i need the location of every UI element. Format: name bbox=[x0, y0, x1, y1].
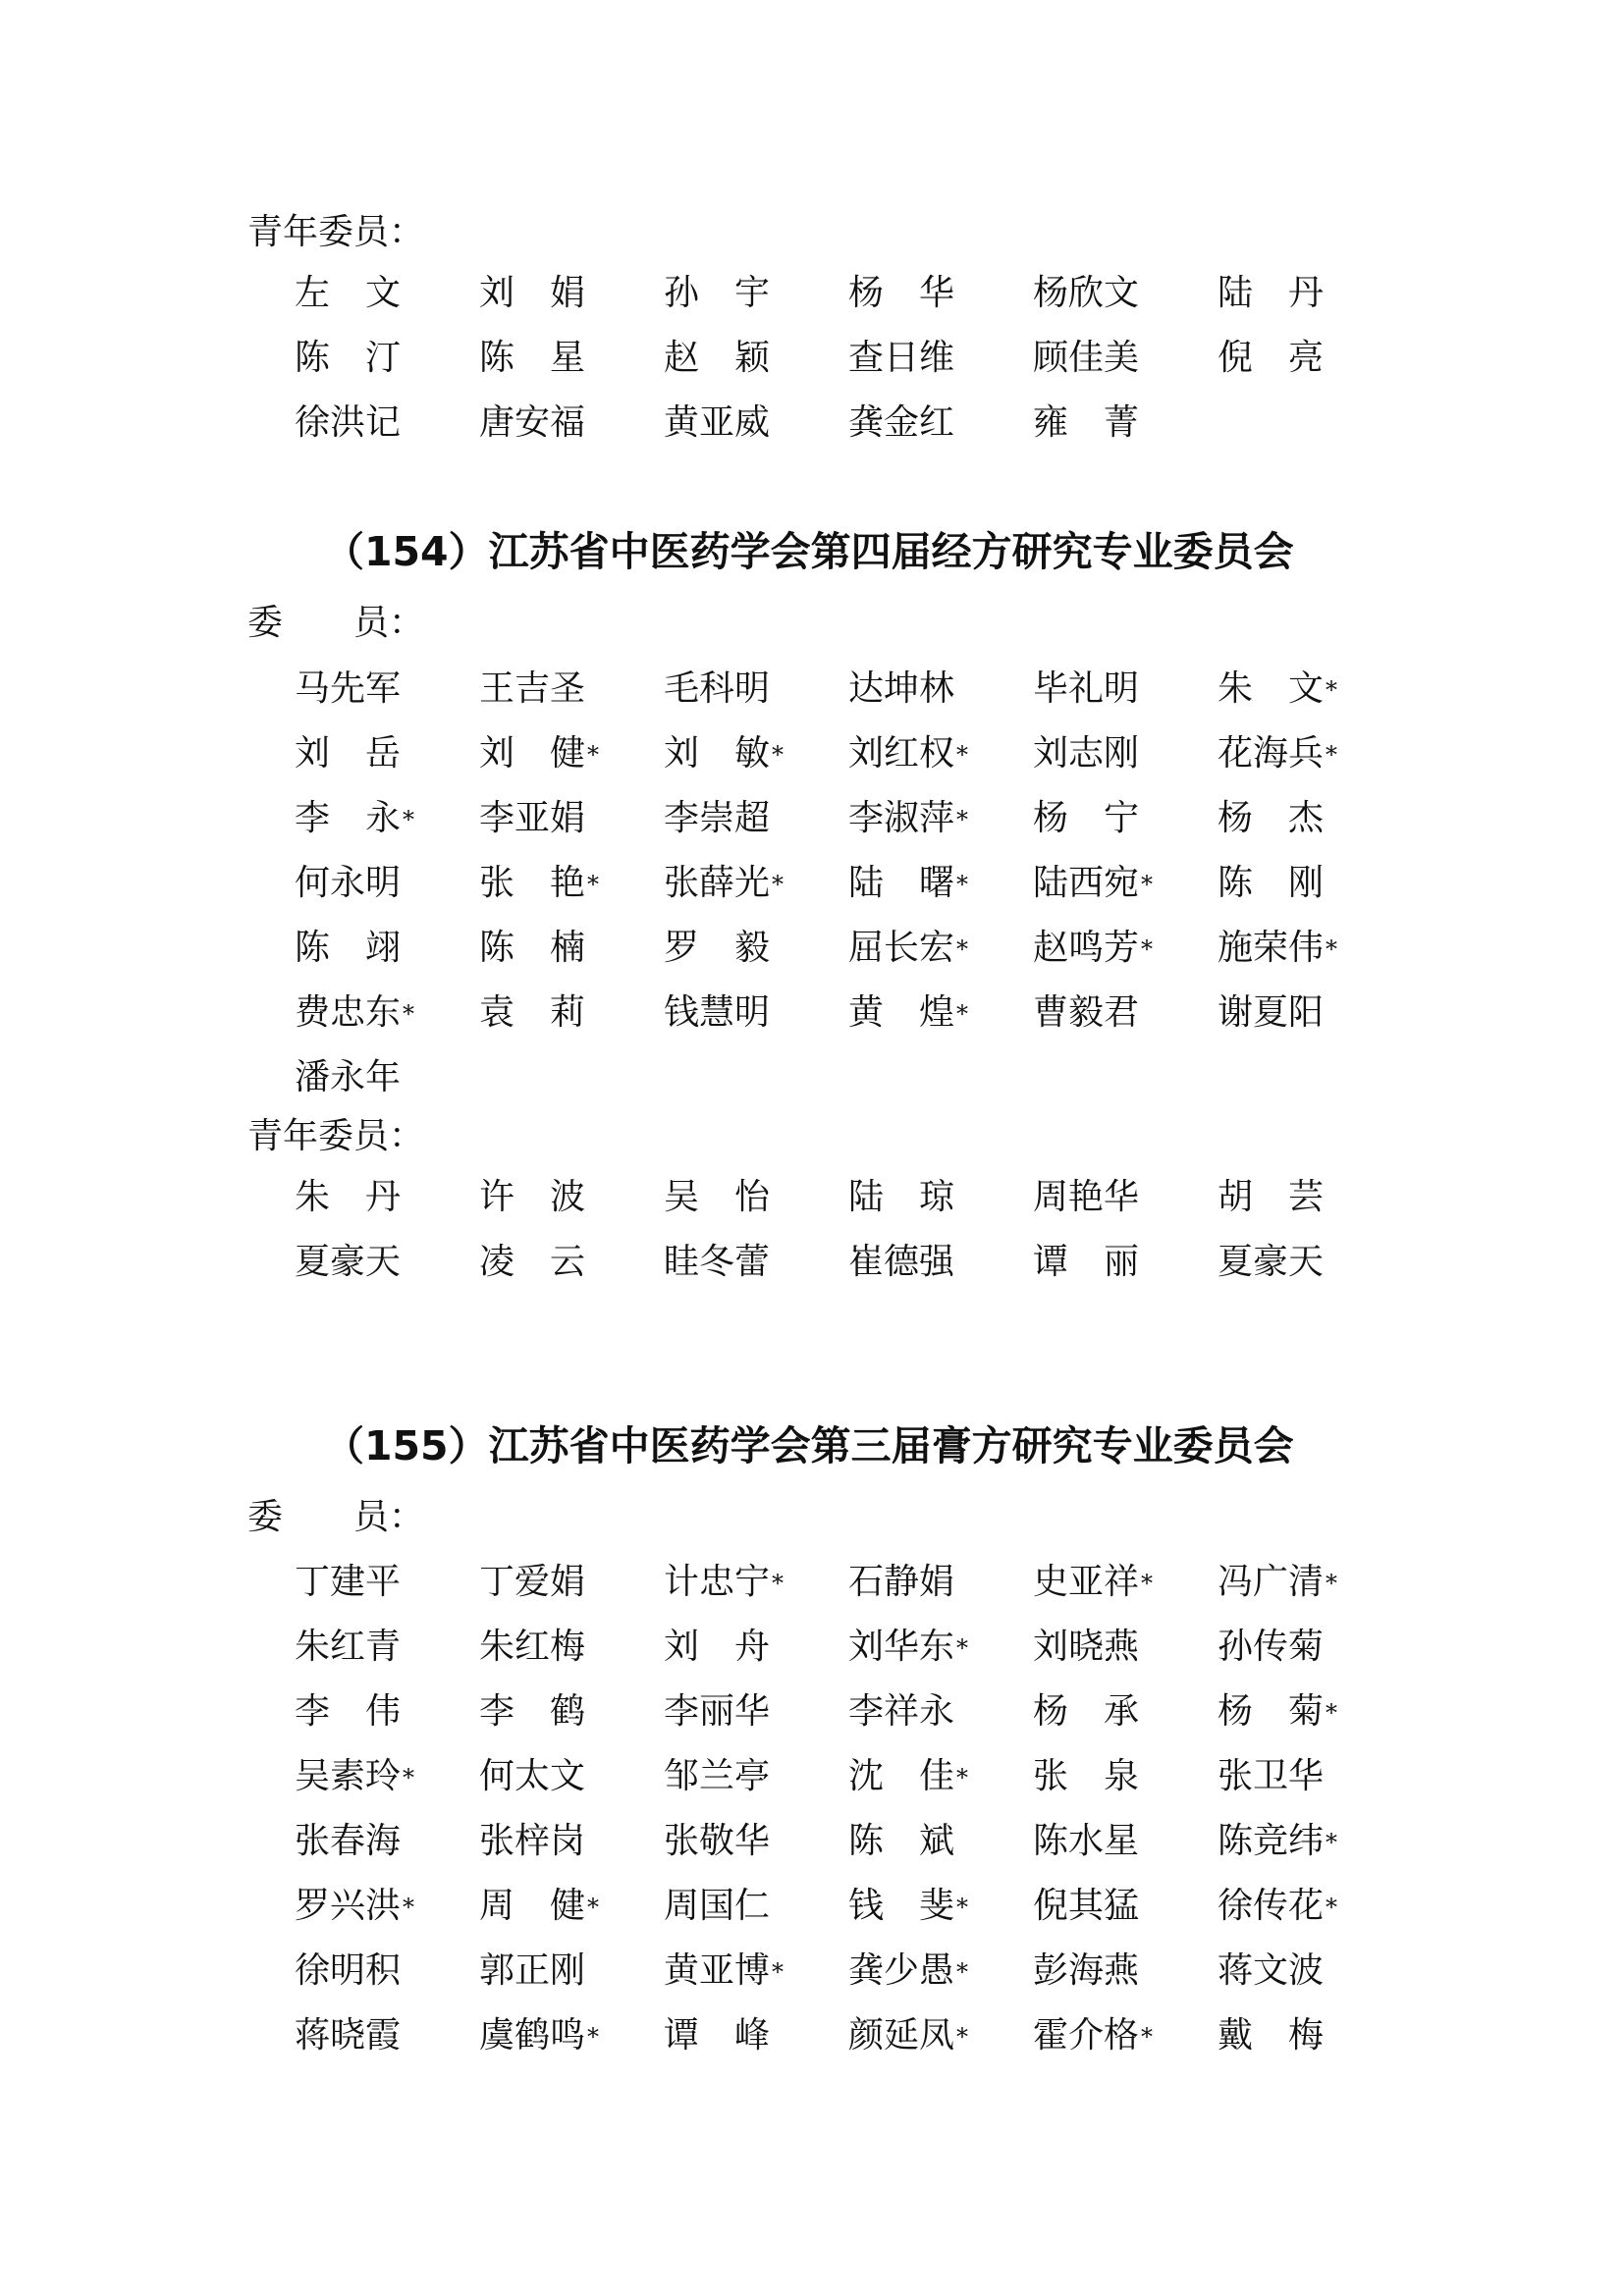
member-name: 罗 毅 bbox=[664, 928, 771, 968]
member-name: 李淑萍* bbox=[848, 798, 969, 838]
star-marker: * bbox=[1141, 1570, 1154, 1597]
member-name: 费忠东* bbox=[295, 992, 415, 1033]
star-marker: * bbox=[403, 806, 415, 833]
member-name: 潘永年 bbox=[295, 1057, 402, 1097]
member-name: 张 艳* bbox=[479, 863, 600, 903]
member-name: 李 伟 bbox=[295, 1691, 402, 1732]
star-marker: * bbox=[956, 1634, 969, 1662]
member-name: 雍 菁 bbox=[1033, 402, 1140, 443]
member-name: 倪 亮 bbox=[1218, 338, 1325, 378]
member-name: 朱红青 bbox=[295, 1627, 402, 1667]
star-marker: * bbox=[1141, 935, 1154, 963]
member-name: 吴素玲* bbox=[295, 1756, 415, 1796]
member-name: 何太文 bbox=[479, 1756, 586, 1796]
member-name: 王吉圣 bbox=[479, 668, 586, 709]
star-marker: * bbox=[956, 741, 969, 769]
member-name: 孙 宇 bbox=[664, 273, 771, 313]
group-label-youth: 青年委员： bbox=[247, 212, 425, 252]
member-name: 陈 汀 bbox=[295, 338, 402, 378]
star-marker: * bbox=[956, 1764, 969, 1791]
member-name: 夏豪天 bbox=[295, 1242, 402, 1282]
member-name: 陈水星 bbox=[1033, 1821, 1140, 1861]
member-grid bbox=[295, 261, 1402, 455]
star-marker: * bbox=[956, 2023, 969, 2051]
star-marker: * bbox=[1326, 1570, 1338, 1597]
star-marker: * bbox=[1326, 1894, 1338, 1921]
member-name: 丁建平 bbox=[295, 1562, 402, 1602]
member-name: 胡 芸 bbox=[1218, 1177, 1325, 1217]
member-name: 龚金红 bbox=[848, 402, 955, 443]
member-name: 徐传花* bbox=[1218, 1886, 1338, 1926]
member-name: 钱 斐* bbox=[848, 1886, 969, 1926]
member-name: 颜延凤* bbox=[848, 2015, 969, 2056]
star-marker: * bbox=[772, 871, 785, 898]
member-name: 钱慧明 bbox=[664, 992, 771, 1033]
member-name: 张梓岗 bbox=[479, 1821, 586, 1861]
star-marker: * bbox=[1326, 1699, 1338, 1727]
star-marker: * bbox=[1326, 935, 1338, 963]
member-name: 杨 杰 bbox=[1218, 798, 1325, 838]
member-name: 李亚娟 bbox=[479, 798, 586, 838]
member-name: 谭 峰 bbox=[664, 2015, 771, 2056]
member-name: 石静娟 bbox=[848, 1562, 955, 1602]
group-label-members: 委 员： bbox=[247, 603, 425, 643]
star-marker: * bbox=[403, 1000, 415, 1028]
member-name: 黄亚博* bbox=[664, 1950, 785, 1991]
member-name: 黄亚威 bbox=[664, 402, 771, 443]
member-name: 沈 佳* bbox=[848, 1756, 969, 1796]
member-name: 徐洪记 bbox=[295, 402, 402, 443]
member-name: 冯广清* bbox=[1218, 1562, 1338, 1602]
star-marker: * bbox=[1326, 1829, 1338, 1856]
member-name: 陈 星 bbox=[479, 338, 586, 378]
member-name: 谢夏阳 bbox=[1218, 992, 1325, 1033]
member-name: 刘 舟 bbox=[664, 1627, 771, 1667]
member-name: 眭冬蕾 bbox=[664, 1242, 771, 1282]
member-name: 史亚祥* bbox=[1033, 1562, 1154, 1602]
member-name: 李祥永 bbox=[848, 1691, 955, 1732]
member-name: 杨欣文 bbox=[1033, 273, 1140, 313]
group-label-members: 委 员： bbox=[247, 1497, 425, 1537]
member-name: 李 永* bbox=[295, 798, 415, 838]
star-marker: * bbox=[1326, 676, 1338, 704]
section-heading-155: （155）江苏省中医药学会第三届膏方研究专业委员会 bbox=[324, 1422, 1294, 1469]
member-name: 何永明 bbox=[295, 863, 402, 903]
member-name: 达坤林 bbox=[848, 668, 955, 709]
member-grid bbox=[295, 657, 1402, 1110]
star-marker: * bbox=[587, 1894, 600, 1921]
member-name: 谭 丽 bbox=[1033, 1242, 1140, 1282]
member-name: 毕礼明 bbox=[1033, 668, 1140, 709]
star-marker: * bbox=[403, 1894, 415, 1921]
member-name: 郭正刚 bbox=[479, 1950, 586, 1991]
member-name: 戴 梅 bbox=[1218, 2015, 1325, 2056]
member-name: 陈 楠 bbox=[479, 928, 586, 968]
member-name: 杨 菊* bbox=[1218, 1691, 1338, 1732]
member-name: 刘 健* bbox=[479, 733, 600, 774]
member-name: 顾佳美 bbox=[1033, 338, 1140, 378]
member-name: 陆 琼 bbox=[848, 1177, 955, 1217]
member-name: 张卫华 bbox=[1218, 1756, 1325, 1796]
star-marker: * bbox=[956, 935, 969, 963]
member-name: 丁爱娟 bbox=[479, 1562, 586, 1602]
member-name: 徐明积 bbox=[295, 1950, 402, 1991]
member-name: 陆 丹 bbox=[1218, 273, 1325, 313]
member-name: 马先军 bbox=[295, 668, 402, 709]
member-name: 周国仁 bbox=[664, 1886, 771, 1926]
member-name: 龚少愚* bbox=[848, 1950, 969, 1991]
member-name: 霍介格* bbox=[1033, 2015, 1154, 2056]
member-name: 刘 敏* bbox=[664, 733, 785, 774]
member-name: 虞鹤鸣* bbox=[479, 2015, 600, 2056]
member-name: 刘红权* bbox=[848, 733, 969, 774]
member-name: 屈长宏* bbox=[848, 928, 969, 968]
member-name: 刘晓燕 bbox=[1033, 1627, 1140, 1667]
member-name: 罗兴洪* bbox=[295, 1886, 415, 1926]
star-marker: * bbox=[1141, 2023, 1154, 2051]
member-name: 凌 云 bbox=[479, 1242, 586, 1282]
star-marker: * bbox=[956, 871, 969, 898]
member-name: 蒋文波 bbox=[1218, 1950, 1325, 1991]
member-name: 赵鸣芳* bbox=[1033, 928, 1154, 968]
group-label-youth: 青年委员： bbox=[247, 1116, 425, 1156]
member-name: 刘华东* bbox=[848, 1627, 969, 1667]
member-name: 陈 斌 bbox=[848, 1821, 955, 1861]
member-name: 杨 华 bbox=[848, 273, 955, 313]
star-marker: * bbox=[1326, 741, 1338, 769]
member-name: 邹兰亭 bbox=[664, 1756, 771, 1796]
member-name: 张 泉 bbox=[1033, 1756, 1140, 1796]
star-marker: * bbox=[587, 871, 600, 898]
member-name: 周艳华 bbox=[1033, 1177, 1140, 1217]
star-marker: * bbox=[956, 806, 969, 833]
member-name: 花海兵* bbox=[1218, 733, 1338, 774]
member-name: 刘 娟 bbox=[479, 273, 586, 313]
member-name: 张春海 bbox=[295, 1821, 402, 1861]
member-name: 朱红梅 bbox=[479, 1627, 586, 1667]
member-name: 毛科明 bbox=[664, 668, 771, 709]
member-name: 袁 莉 bbox=[479, 992, 586, 1033]
star-marker: * bbox=[956, 1894, 969, 1921]
member-name: 崔德强 bbox=[848, 1242, 955, 1282]
star-marker: * bbox=[956, 1958, 969, 1986]
member-name: 施荣伟* bbox=[1218, 928, 1338, 968]
star-marker: * bbox=[956, 1000, 969, 1028]
star-marker: * bbox=[587, 741, 600, 769]
star-marker: * bbox=[772, 741, 785, 769]
member-name: 李崇超 bbox=[664, 798, 771, 838]
member-name: 杨 承 bbox=[1033, 1691, 1140, 1732]
star-marker: * bbox=[403, 1764, 415, 1791]
member-name: 倪其猛 bbox=[1033, 1886, 1140, 1926]
member-name: 陆 曙* bbox=[848, 863, 969, 903]
member-name: 陈 翊 bbox=[295, 928, 402, 968]
member-name: 陆西宛* bbox=[1033, 863, 1154, 903]
member-name: 朱 丹 bbox=[295, 1177, 402, 1217]
member-name: 左 文 bbox=[295, 273, 402, 313]
member-name: 刘志刚 bbox=[1033, 733, 1140, 774]
member-name: 陈 刚 bbox=[1218, 863, 1325, 903]
member-name: 曹毅君 bbox=[1033, 992, 1140, 1033]
member-name: 计忠宁* bbox=[664, 1562, 785, 1602]
member-name: 查日维 bbox=[848, 338, 955, 378]
member-name: 孙传菊 bbox=[1218, 1627, 1325, 1667]
member-name: 唐安福 bbox=[479, 402, 586, 443]
member-name: 张敬华 bbox=[664, 1821, 771, 1861]
member-name: 张薛光* bbox=[664, 863, 785, 903]
member-name: 朱 文* bbox=[1218, 668, 1338, 709]
member-name: 陈竞纬* bbox=[1218, 1821, 1338, 1861]
member-name: 夏豪天 bbox=[1218, 1242, 1325, 1282]
member-name: 李 鹤 bbox=[479, 1691, 586, 1732]
star-marker: * bbox=[587, 2023, 600, 2051]
star-marker: * bbox=[1141, 871, 1154, 898]
member-grid bbox=[295, 1165, 1402, 1295]
star-marker: * bbox=[772, 1570, 785, 1597]
section-heading-154: （154）江苏省中医药学会第四届经方研究专业委员会 bbox=[324, 528, 1294, 575]
member-name: 李丽华 bbox=[664, 1691, 771, 1732]
member-name: 吴 怡 bbox=[664, 1177, 771, 1217]
member-name: 杨 宁 bbox=[1033, 798, 1140, 838]
member-name: 赵 颖 bbox=[664, 338, 771, 378]
member-name: 许 波 bbox=[479, 1177, 586, 1217]
member-name: 周 健* bbox=[479, 1886, 600, 1926]
member-name: 蒋晓霞 bbox=[295, 2015, 402, 2056]
star-marker: * bbox=[772, 1958, 785, 1986]
member-grid bbox=[295, 1550, 1402, 2068]
member-name: 彭海燕 bbox=[1033, 1950, 1140, 1991]
member-name: 刘 岳 bbox=[295, 733, 402, 774]
member-name: 黄 煌* bbox=[848, 992, 969, 1033]
